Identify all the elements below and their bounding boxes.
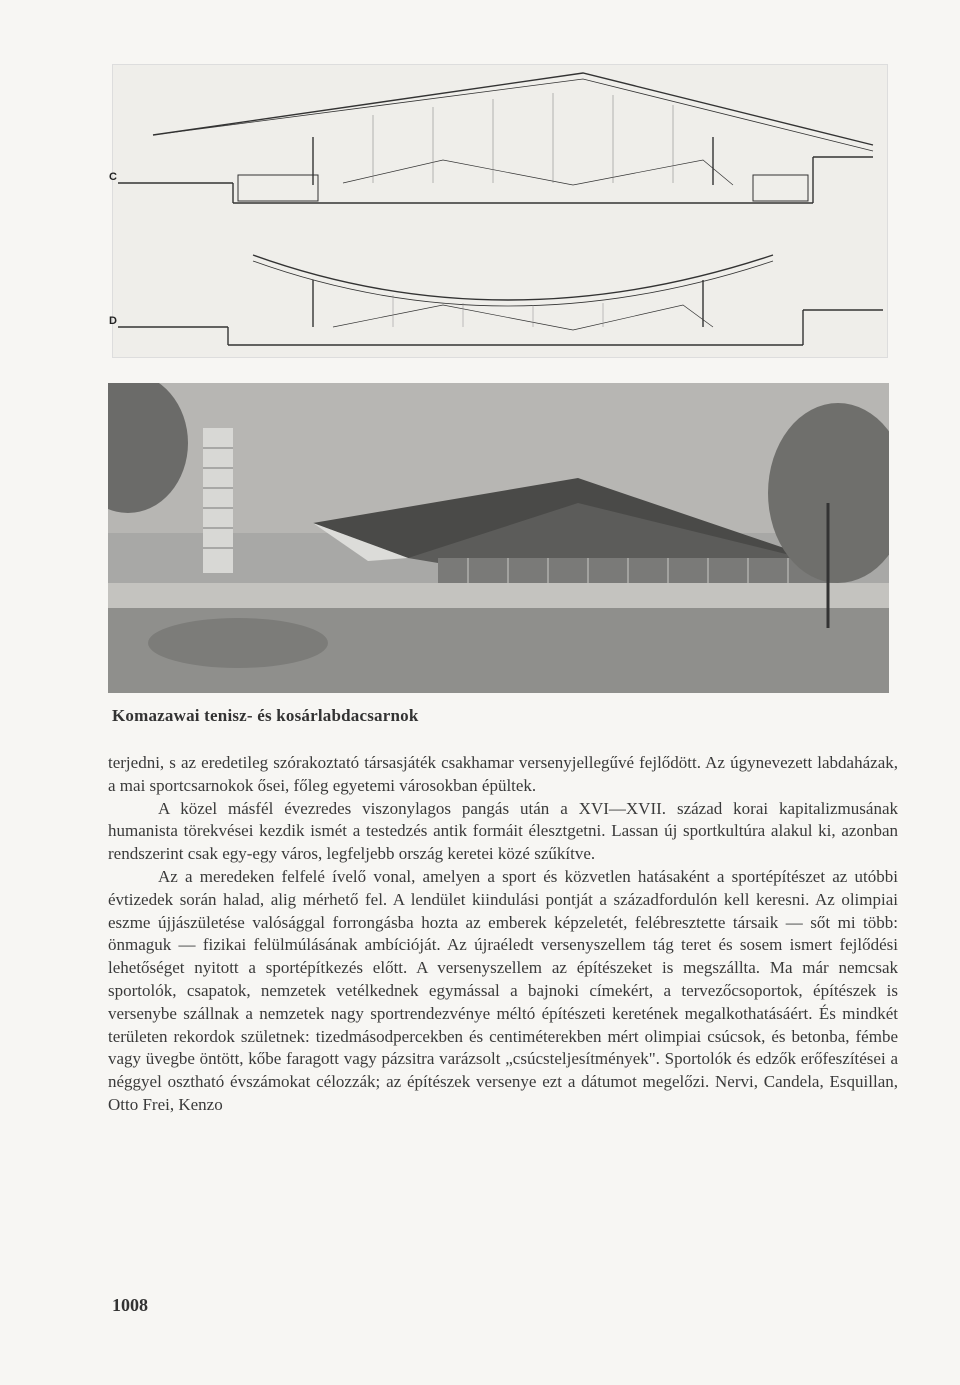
page-number: 1008 xyxy=(112,1295,148,1315)
section-label-d: D xyxy=(109,315,117,327)
paragraph-1: terjedni, s az eredetileg szórakoztató társasjáték csakhamar versenyjellegűvé fejlődött. Az úgynevezett labdaházak, a mai sportcsarnokok ősei, főleg egyetemi városokban épültek. xyxy=(108,753,898,795)
figure-caption: Komazawai tenisz- és kosárlabdacsarnok xyxy=(112,706,419,725)
paragraph-3: Az a meredeken felfelé ívelő vonal, amelyen a sport és közvetlen hatásaként a sportépítészet az utóbbi évtizedek során halad, alig mérhető fel. A lendület kiindulási pontját a századfordulón kell keresni. Az olimpiai eszme újjászületése valósággal forrongásba hozta az emberek képzeletét, felébresztette társaik — sőt mi több: önmaguk — fizikai felülmúlásának ambícióját. Az újraéledt versenyszellem tág teret és sosem ismert fejlődési lehetőséget nyitott a sportépítkezés előtt. A versenyszellem az építészeket is megszállta. Ma már nemcsak sportolók, csapatok, nemzetek vetélkednek egymással a bajnoki címekért, a tervezőcsoportok, építészek is versenybe szállnak a nemzetek nagy sportrendezvénye méltó építészeti keretének megalkothatásáért. És mindkét területen rekordok születnek: tizedmásodpercekben és centiméterekben mért olimpiai csúcsok, és betonba, fémbe vagy üvegbe öntött, kőbe faragott vagy pázsitra varázsolt „csúcsteljesítmények". Sportolók és edzők erőfeszítései a néggyel osztható évszámokat célozzák; az építészek versenye ezt a dátumot megelőzi. Nervi, Candela, Esquillan, Otto Frei, Kenzo xyxy=(108,866,898,1114)
cross-section-drawings xyxy=(109,64,888,358)
section-label-c: C xyxy=(109,171,117,183)
paragraph-2: A közel másfél évezredes viszonylagos pangás után a XVI—XVII. század korai kapitalizmusának humanista törekvései kezdik ismét a testedzés antik formáit élesztgetni. Lassan új sportkultúra alakul ki, azonban rendszerint csak egy-egy város, legfeljebb ország keretei közé szűkítve. xyxy=(108,798,898,864)
sections-illustration xyxy=(113,65,887,357)
hall-photo-illustration xyxy=(108,383,889,693)
hall-photograph xyxy=(108,383,889,693)
body-text xyxy=(108,752,898,1117)
